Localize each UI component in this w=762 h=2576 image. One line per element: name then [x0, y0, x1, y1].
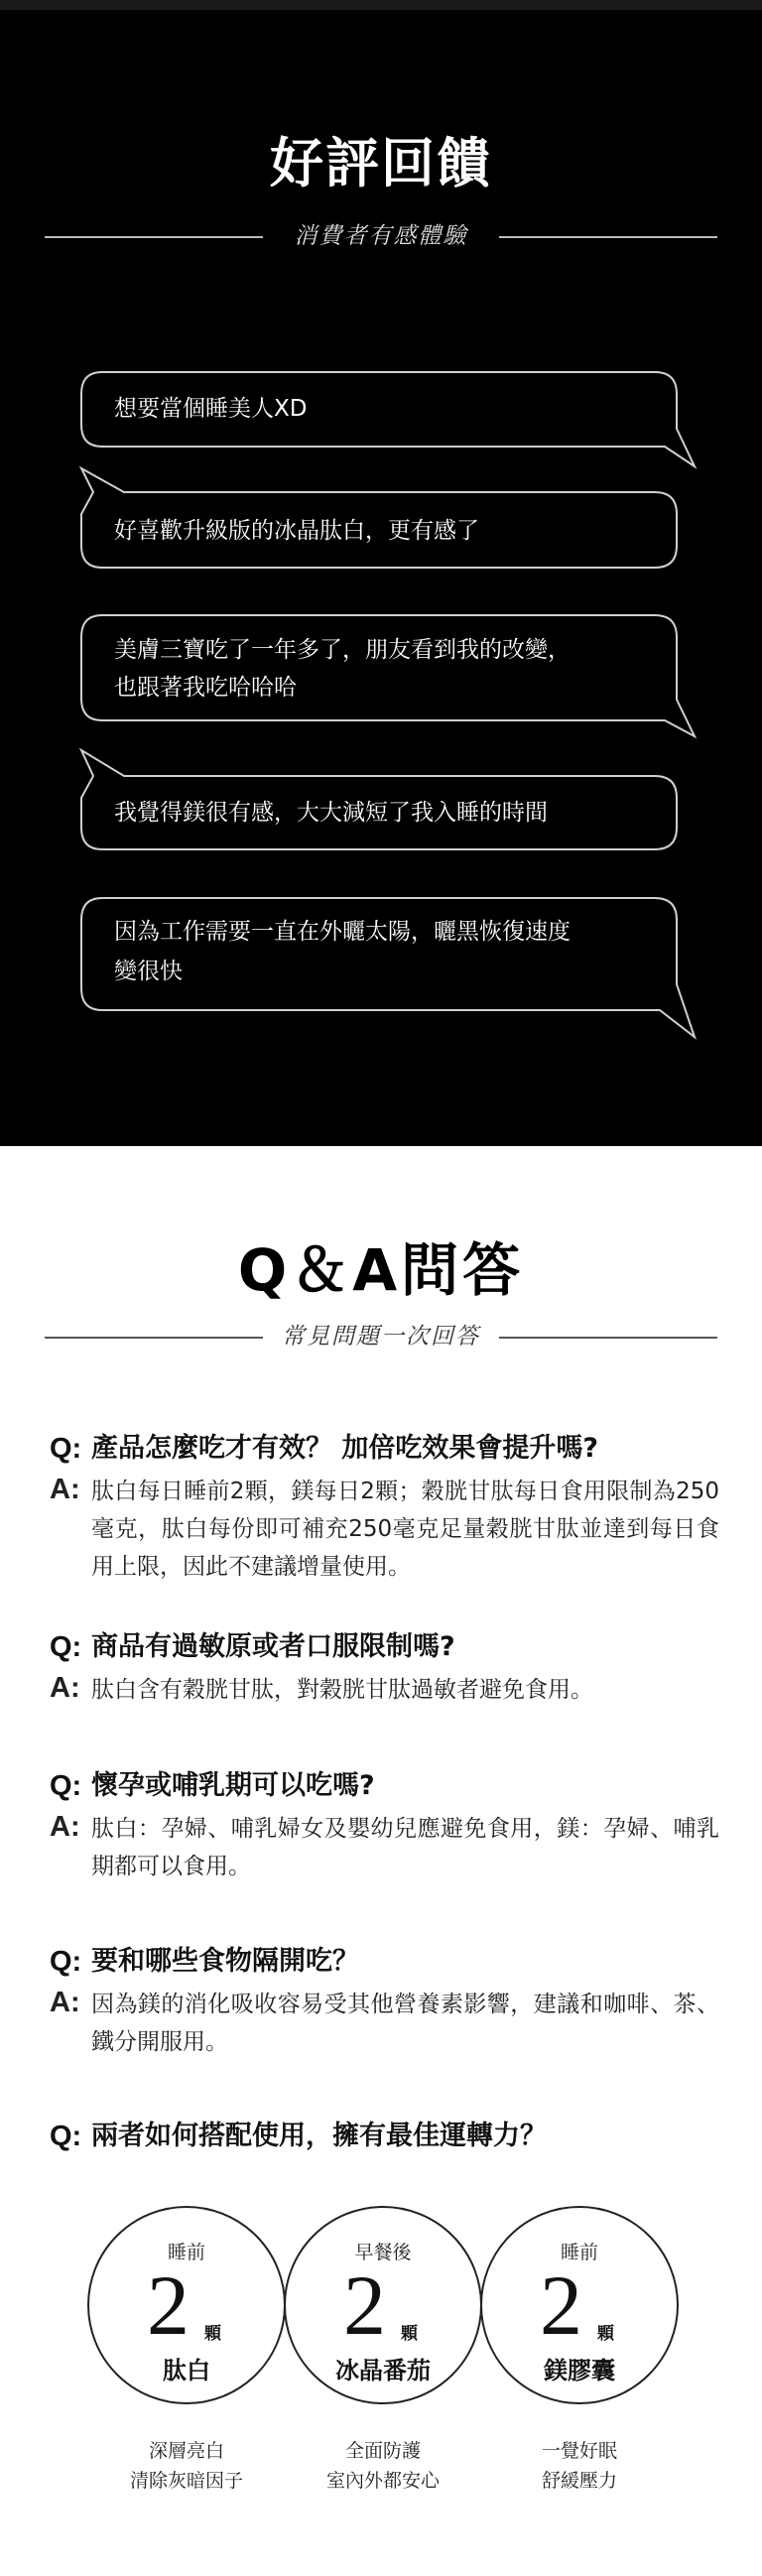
- review-text: 好喜歡升級版的冰晶肽白，更有感了: [114, 518, 479, 544]
- product-name: 冰晶番茄: [335, 2357, 431, 2384]
- reviews-title: 好評回饋: [270, 132, 492, 194]
- question-text: 商品有過敏原或者口服限制嗎?: [91, 1631, 455, 1662]
- question-text: 兩者如何搭配使用，擁有最佳運轉力？: [91, 2121, 547, 2151]
- usage-unit: 顆: [401, 2324, 418, 2344]
- reviews-section: [0, 0, 762, 1146]
- usage-time: 早餐後: [354, 2242, 412, 2263]
- review-text: 我覺得鎂很有感，大大減短了我入睡的時間: [114, 800, 548, 826]
- usage-circle-tai-bai: [87, 2206, 286, 2404]
- usage-unit: 顆: [597, 2324, 614, 2344]
- question-text: 要和哪些食物隔開吃？: [91, 1946, 359, 1977]
- question: [50, 1766, 719, 1806]
- a-mark: A:: [50, 1811, 80, 1843]
- benefit-line: 室內外都安心: [325, 2470, 440, 2492]
- answer-text: 肽白：孕婦、哺乳婦女及嬰幼兒應避免食用，鎂：孕婦、哺乳期都可以食用。: [91, 1816, 719, 1879]
- question-text: 懷孕或哺乳期可以吃嗎?: [91, 1770, 375, 1801]
- qa-item: [50, 1627, 719, 1709]
- qa-item: [50, 2117, 719, 2156]
- reviews-subtitle: 消費者有感體驗: [294, 223, 468, 249]
- usage-count: 2: [147, 2257, 190, 2353]
- q-mark: Q:: [50, 1770, 82, 1802]
- answer-text: 肽白含有穀胱甘肽，對穀胱甘肽過敏者避免食用。: [91, 1677, 593, 1703]
- q-mark: Q:: [50, 1946, 82, 1978]
- question: [50, 1429, 719, 1469]
- benefit-line: 舒緩壓力: [541, 2470, 617, 2492]
- question: [50, 1942, 719, 1982]
- usage-count: 2: [343, 2257, 386, 2353]
- qa-title: Q＆A問答: [237, 1236, 525, 1304]
- benefit-line: 深層亮白: [148, 2440, 224, 2462]
- qa-subtitle-row: [0, 1317, 762, 1356]
- benefit-text: [284, 2436, 482, 2496]
- benefit-line: 一覺好眠: [541, 2440, 617, 2462]
- benefit-line: 全面防護: [344, 2440, 421, 2462]
- usage-time: 睡前: [560, 2242, 598, 2263]
- usage-time: 睡前: [167, 2242, 205, 2263]
- answer: [50, 1986, 719, 2061]
- qa-section: [0, 1146, 762, 2576]
- qa-item: [50, 1766, 719, 1885]
- usage-unit: 顆: [204, 2324, 221, 2344]
- question: [50, 1627, 719, 1667]
- q-mark: Q:: [50, 1433, 82, 1465]
- q-mark: Q:: [50, 2121, 82, 2152]
- qa-item: [50, 1942, 719, 2061]
- answer: [50, 1473, 719, 1586]
- qa-subtitle: 常見問題一次回答: [282, 1324, 480, 1350]
- a-mark: A:: [50, 1474, 80, 1505]
- review-text: 美膚三寶吃了一年多了，朋友看到我的改變，: [114, 637, 571, 663]
- review-text: 變很快: [114, 959, 183, 984]
- q-mark: Q:: [50, 1631, 82, 1663]
- benefit-text: [87, 2436, 286, 2496]
- review-text: 也跟著我吃哈哈哈: [114, 675, 297, 701]
- answer-text: 肽白每日睡前2顆，鎂每日2顆；穀胱甘肽每日食用限制為250毫克，肽白每份即可補充250毫克足量穀胱甘肽並達到每日食用上限，因此不建議增量使用。: [91, 1479, 719, 1580]
- question: [50, 2117, 719, 2156]
- product-name: 肽白: [163, 2357, 210, 2384]
- usage-circle-tomato: [284, 2206, 482, 2404]
- subtitle-line-right: [499, 1337, 717, 1339]
- usage-circle-magnesium: [480, 2206, 679, 2404]
- a-mark: A:: [50, 1987, 80, 2018]
- review-text: 想要當個睡美人XD: [114, 396, 308, 422]
- answer: [50, 1671, 719, 1709]
- qa-item: [50, 1429, 719, 1586]
- benefit-text: [480, 2436, 679, 2496]
- answer: [50, 1810, 719, 1885]
- usage-count: 2: [540, 2257, 582, 2353]
- review-text: 因為工作需要一直在外曬太陽，曬黑恢復速度: [114, 919, 571, 945]
- product-name: 鎂膠囊: [544, 2357, 615, 2384]
- question-text: 產品怎麼吃才有效？ 加倍吃效果會提升嗎?: [91, 1433, 599, 1464]
- benefit-line: 清除灰暗因子: [129, 2470, 243, 2492]
- speech-bubble-icon: [0, 0, 762, 1052]
- answer-text: 因為鎂的消化吸收容易受其他營養素影響，建議和咖啡、茶、鐵分開服用。: [91, 1992, 719, 2055]
- a-mark: A:: [50, 1672, 80, 1704]
